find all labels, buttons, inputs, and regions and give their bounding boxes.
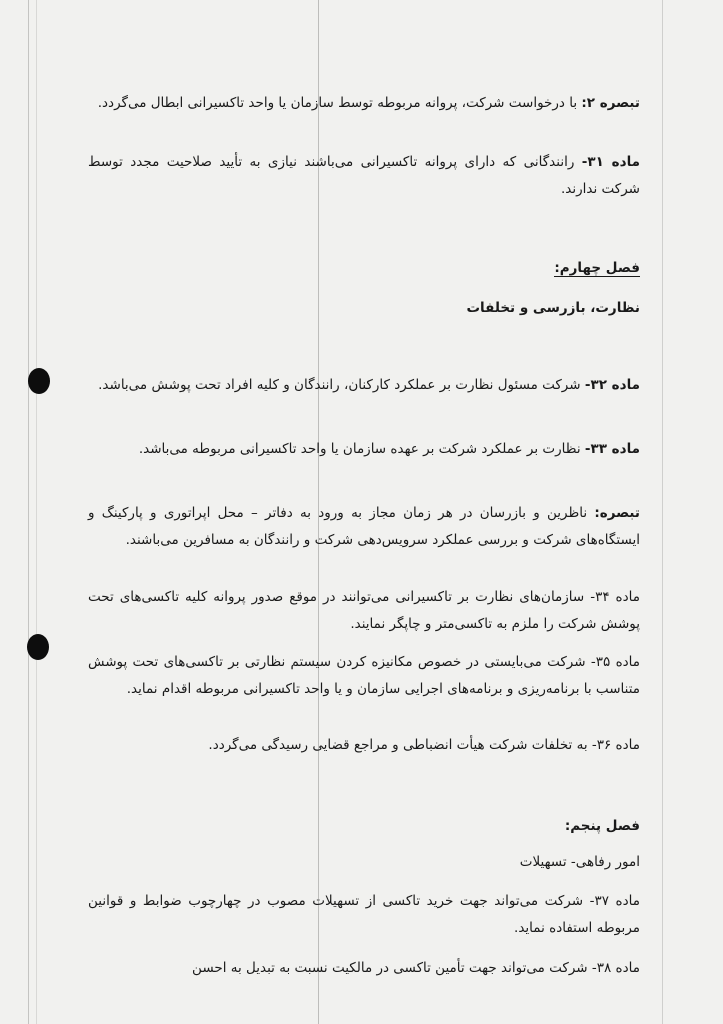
article-32-text: شرکت مسئول نظارت بر عملکرد کارکنان، رانندگان و کلیه افراد تحت پوشش می‌باشد. — [98, 377, 585, 393]
article-33-lead: ماده ۳۳- — [584, 441, 640, 457]
note-inspectors-lead: تبصره: — [594, 505, 640, 521]
article-38 — [88, 955, 640, 982]
article-31-text: رانندگانی که دارای پروانه تاکسیرانی می‌باشند نیازی به تأیید صلاحیت مجدد توسط شرکت ندارند. — [88, 154, 640, 197]
article-34-text: سازمان‌های نظارت بر تاکسیرانی می‌توانند در موقع صدور پروانه کلیه تاکسی‌های تحت پوشش شرکت را ملزم به تاکسی‌متر و چاپگر نمایند. — [88, 589, 640, 632]
article-38-lead: ماده ۳۸- — [591, 960, 640, 976]
note-inspectors-text: ناظرین و بازرسان در هر زمان مجاز به ورود به دفاتر – محل اپراتوری و پارکینگ و ایستگاه‌های شرکت و بررسی عملکرد سرویس‌دهی شرکت و رانندگان به مسافرین می‌باشند. — [88, 505, 640, 548]
scan-line-left — [28, 0, 29, 1024]
article-32 — [88, 372, 640, 399]
note-2 — [88, 90, 640, 117]
article-37 — [88, 888, 640, 942]
article-35 — [88, 649, 640, 703]
article-31-lead: ماده ۳۱- — [581, 154, 641, 170]
chapter-5-subtitle: امور رفاهی- تسهیلات — [519, 854, 640, 870]
article-36-text: به تخلفات شرکت هیأت انضباطی و مراجع قضایی رسیدگی می‌گردد. — [208, 737, 592, 753]
article-36-lead: ماده ۳۶- — [591, 737, 640, 753]
article-35-text: شرکت می‌بایستی در خصوص مکانیزه کردن سیستم نظارتی بر تاکسی‌های تحت پوشش متناسب با برنامه‌ریزی و برنامه‌های اجرایی سازمان و یا واحد تاکسیرانی مربوطه اقدام نماید. — [88, 654, 640, 697]
scan-line-right — [662, 0, 663, 1024]
article-31 — [88, 149, 640, 203]
article-34 — [88, 584, 640, 638]
article-32-lead: ماده ۳۲- — [584, 377, 640, 393]
punch-hole-bottom — [27, 634, 49, 660]
chapter-4-subtitle: نظارت، بازرسی و تخلفات — [466, 300, 640, 316]
article-33 — [88, 436, 640, 463]
note-2-text: با درخواست شرکت، پروانه مربوطه توسط سازمان یا واحد تاکسیرانی ابطال می‌گردد. — [97, 95, 582, 111]
article-36 — [88, 732, 640, 759]
article-37-lead: ماده ۳۷- — [589, 893, 640, 909]
article-35-lead: ماده ۳۵- — [590, 654, 640, 670]
article-33-text: نظارت بر عملکرد شرکت بر عهده سازمان یا واحد تاکسیرانی مربوطه می‌باشد. — [138, 441, 585, 457]
chapter-5-title: فصل پنجم: — [564, 818, 640, 834]
article-38-text: شرکت می‌تواند جهت تأمین تاکسی در مالکیت نسبت به تبدیل به احسن — [192, 960, 592, 976]
article-34-lead: ماده ۳۴- — [590, 589, 640, 605]
note-inspectors — [88, 500, 640, 554]
article-37-text: شرکت می‌تواند جهت خرید تاکسی از تسهیلات مصوب در چهارچوب ضوابط و قوانین مربوطه استفاده نماید. — [88, 893, 640, 936]
chapter-4-title: فصل چهارم: — [554, 260, 640, 276]
scan-line-left-2 — [36, 0, 37, 1024]
note-2-lead: تبصره ۲: — [581, 95, 640, 111]
punch-hole-top — [28, 368, 50, 394]
